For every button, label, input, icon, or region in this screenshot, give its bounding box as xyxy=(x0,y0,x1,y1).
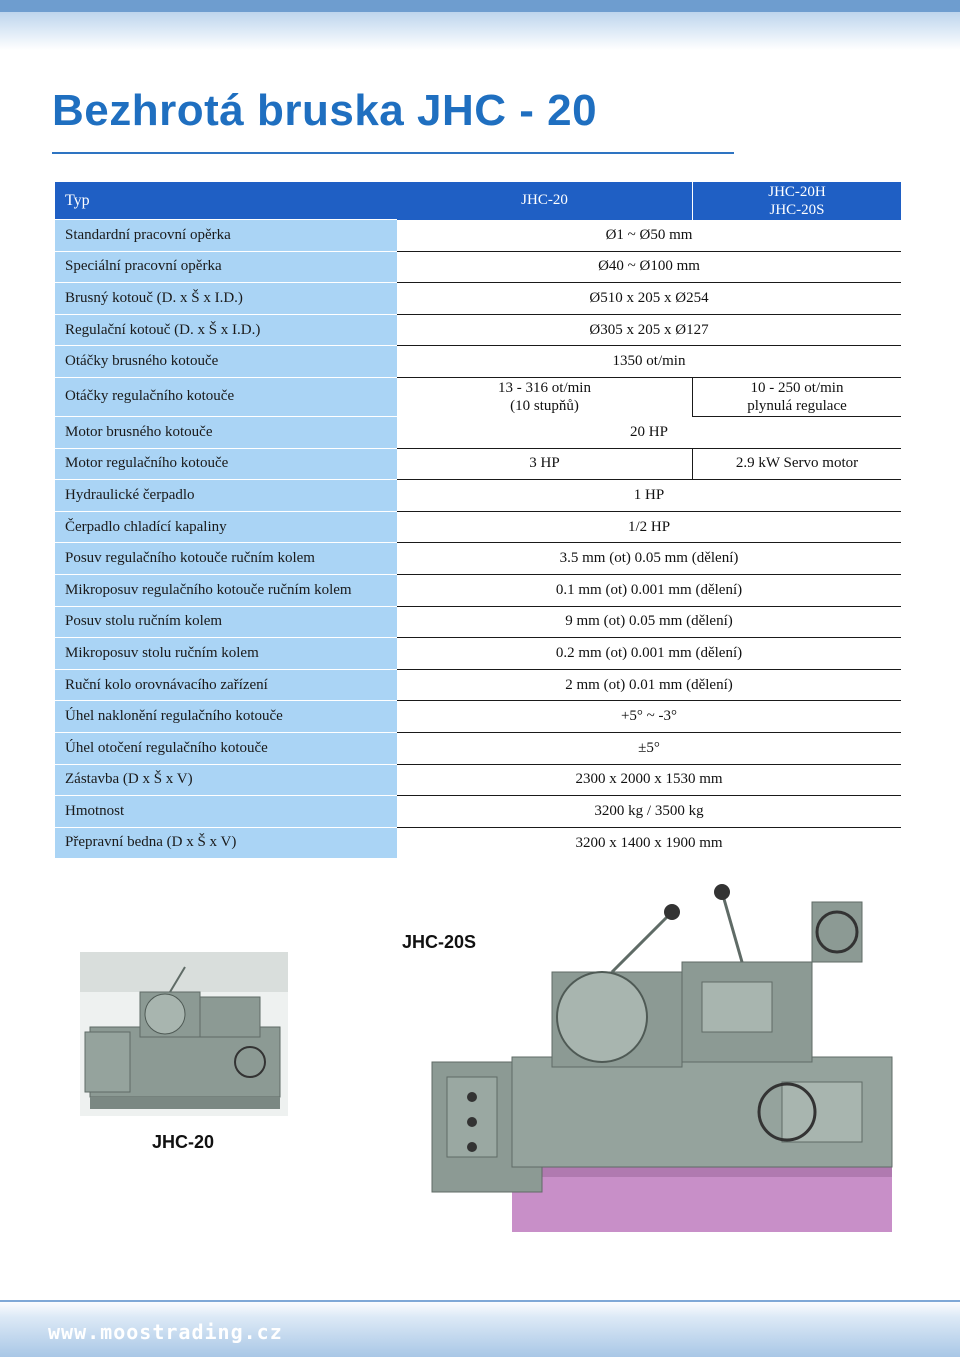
row-value: Ø305 x 205 x Ø127 xyxy=(397,314,901,346)
row-value-line2: (10 stupňů) xyxy=(510,398,579,415)
row-label: Ruční kolo orovnávacího zařízení xyxy=(55,669,397,701)
footer-rule xyxy=(0,1300,960,1302)
row-label: Zástavba (D x Š x V) xyxy=(55,764,397,796)
row-label: Posuv regulačního kotouče ručním kolem xyxy=(55,543,397,575)
row-value: 1 HP xyxy=(397,480,901,512)
row-label: Otáčky brusného kotouče xyxy=(55,346,397,378)
row-value: 3200 kg / 3500 kg xyxy=(397,796,901,828)
row-label: Mikroposuv stolu ručním kolem xyxy=(55,638,397,670)
row-label: Posuv stolu ručním kolem xyxy=(55,606,397,638)
row-label: Standardní pracovní opěrka xyxy=(55,220,397,252)
row-value: 2300 x 2000 x 1530 mm xyxy=(397,764,901,796)
row-value: Ø510 x 205 x Ø254 xyxy=(397,283,901,315)
row-value-line1: 13 - 316 ot/min xyxy=(498,380,591,397)
row-value: 3.5 mm (ot) 0.05 mm (dělení) xyxy=(397,543,901,575)
table-row xyxy=(55,511,901,543)
table-row xyxy=(55,416,901,448)
row-value: Ø1 ~ Ø50 mm xyxy=(397,220,901,252)
row-value: 9 mm (ot) 0.05 mm (dělení) xyxy=(397,606,901,638)
header-col2 xyxy=(693,182,902,220)
table-row xyxy=(55,701,901,733)
row-value: 3200 x 1400 x 1900 mm xyxy=(575,834,723,851)
row-value-line1: 10 - 250 ot/min xyxy=(750,379,844,396)
row-value: 0.1 mm (ot) 0.001 mm (dělení) xyxy=(397,574,901,606)
row-value: 2 mm (ot) 0.01 mm (dělení) xyxy=(397,669,901,701)
row-value: Ø40 ~ Ø100 mm xyxy=(397,251,901,283)
row-label: Hmotnost xyxy=(55,796,397,828)
table-row xyxy=(55,796,901,828)
table-row xyxy=(55,377,901,416)
caption-jhc20s: JHC-20S xyxy=(402,932,477,952)
row-label: Speciální pracovní opěrka xyxy=(55,251,397,283)
row-label: Přepravní bedna (D x Š x V) xyxy=(55,827,397,859)
table-row xyxy=(55,732,901,764)
page-title: Bezhrotá bruska JHC - 20 xyxy=(52,86,598,135)
table-row xyxy=(55,827,901,859)
row-value-col1: 3 HP xyxy=(397,448,693,480)
header-label: Typ xyxy=(55,182,397,220)
table-row xyxy=(55,669,901,701)
table-row xyxy=(55,574,901,606)
footer-url[interactable]: www.moostrading.cz xyxy=(48,1320,283,1344)
row-label: Čerpadlo chladící kapaliny xyxy=(55,511,397,543)
row-label: Úhel otočení regulačního kotouče xyxy=(55,732,397,764)
row-value-col1 xyxy=(397,377,693,416)
row-label: Motor regulačního kotouče xyxy=(55,448,397,480)
title-underline xyxy=(52,152,734,154)
row-label: Mikroposuv regulačního kotouče ručním kolem xyxy=(55,574,397,606)
table-row xyxy=(55,251,901,283)
table-row xyxy=(55,448,901,480)
row-value: 0.2 mm (ot) 0.001 mm (dělení) xyxy=(397,638,901,670)
table-row xyxy=(55,283,901,315)
row-label: Úhel naklonění regulačního kotouče xyxy=(55,701,397,733)
header-col1: JHC-20 xyxy=(397,182,693,220)
caption-jhc20: JHC-20 xyxy=(152,1132,215,1152)
row-label: Motor brusného kotouče xyxy=(55,416,397,448)
top-stripe xyxy=(0,0,960,12)
row-value-col2 xyxy=(693,377,902,416)
table-row xyxy=(55,543,901,575)
row-value: 1/2 HP xyxy=(397,511,901,543)
row-label: Brusný kotouč (D. x Š x I.D.) xyxy=(55,283,397,315)
row-value: ±5° xyxy=(397,732,901,764)
table-row xyxy=(55,638,901,670)
row-label: Hydraulické čerpadlo xyxy=(55,480,397,512)
row-value: 20 HP xyxy=(397,416,901,448)
header-col2-line1: JHC-20H xyxy=(768,183,826,200)
spec-table xyxy=(55,182,901,859)
row-label: Otáčky regulačního kotouče xyxy=(55,377,397,416)
table-row xyxy=(55,606,901,638)
table-row xyxy=(55,346,901,378)
table-row xyxy=(55,764,901,796)
table-row xyxy=(55,480,901,512)
table-row xyxy=(55,314,901,346)
row-label: Regulační kotouč (D. x Š x I.D.) xyxy=(55,314,397,346)
machine-photo-jhc20 xyxy=(80,952,288,1116)
row-value: 1350 ot/min xyxy=(397,346,901,378)
row-value: +5° ~ -3° xyxy=(397,701,901,733)
row-value-col2: 2.9 kW Servo motor xyxy=(693,448,902,480)
table-header-row xyxy=(55,182,901,220)
table-row xyxy=(55,220,901,252)
header-col2-line2: JHC-20S xyxy=(769,201,825,218)
row-value-line2: plynulá regulace xyxy=(747,397,847,414)
